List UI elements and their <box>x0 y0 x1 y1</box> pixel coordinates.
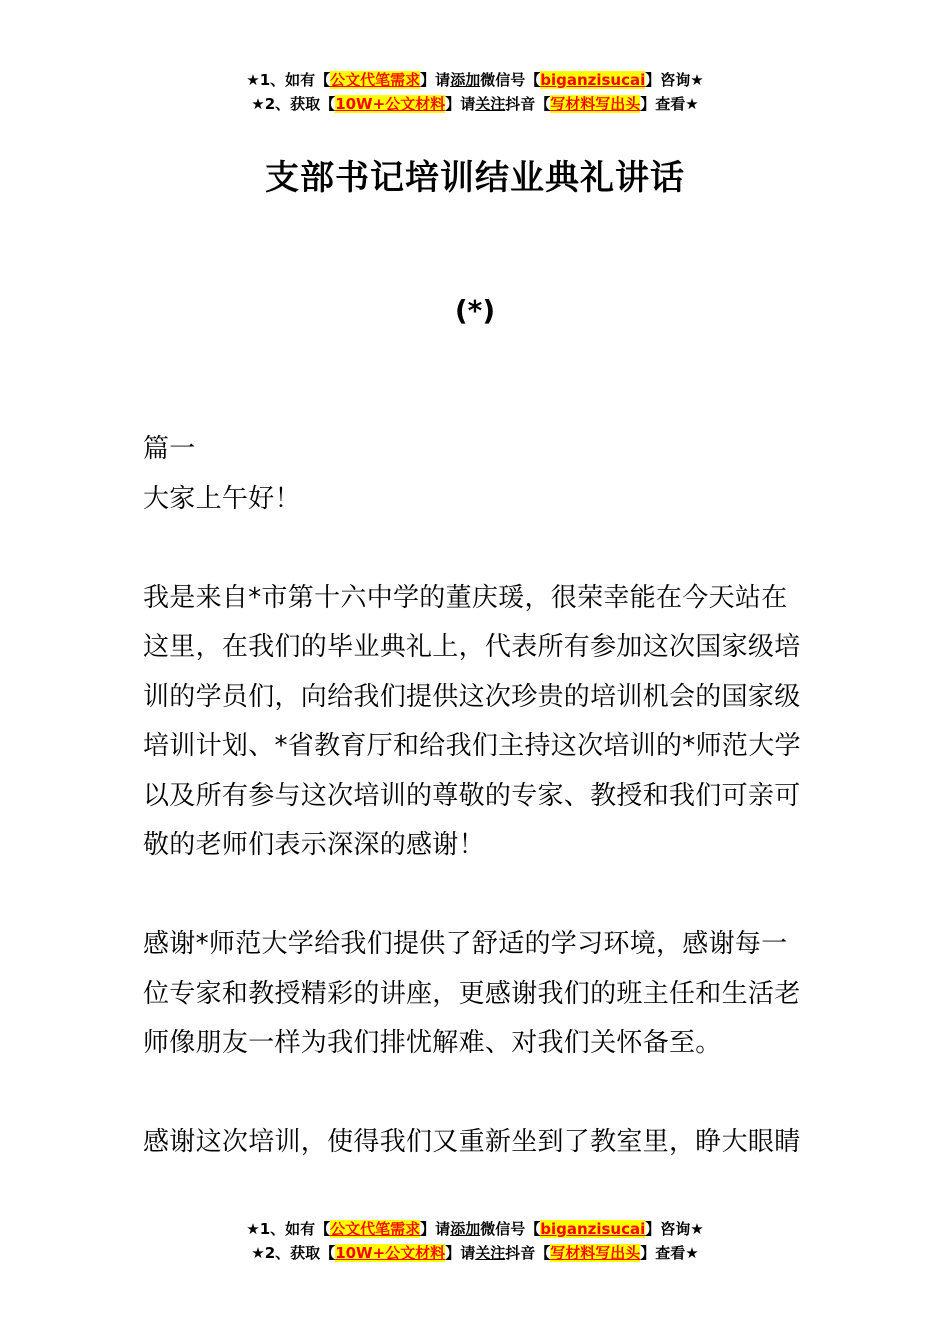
greeting: 大家上午好！ <box>143 483 301 514</box>
paragraph: 感谢这次培训，使得我们又重新坐到了教室里，睁大眼睛 <box>143 1127 801 1157</box>
banner-highlight: 公文代笔需求 <box>330 1220 421 1238</box>
banner-highlight: 10W+公文材料 <box>335 95 446 113</box>
banner-text: 抖音【 <box>505 1244 551 1262</box>
banner-wechat-id: biganzisucai <box>540 1220 646 1238</box>
banner-highlight: 10W+公文材料 <box>335 1244 446 1262</box>
banner-line-1 <box>0 1217 950 1241</box>
section-label: 篇一 <box>143 434 196 464</box>
page-subtitle: (*) <box>454 294 496 327</box>
paragraph: 感谢*师范大学给我们提供了舒适的学习环境，感谢每一位专家和教授精彩的讲座，更感谢我们的班主任和生活老师像朋友一样为我们排忧解难、对我们关怀备至。 <box>143 929 801 1058</box>
banner-text: 】查看★ <box>640 95 699 113</box>
document-body <box>143 425 811 1168</box>
banner-text: ★2、获取【 <box>251 95 336 113</box>
banner-text: 微信号【 <box>480 1220 541 1238</box>
page-title: 支部书记培训结业典礼讲话 <box>265 158 685 198</box>
paragraph-spacer <box>143 1069 811 1119</box>
banner-text: 】请 <box>445 95 476 113</box>
header-banner <box>0 68 950 116</box>
footer-banner <box>0 1217 950 1265</box>
banner-text: 】咨询★ <box>645 71 704 89</box>
banner-line-2 <box>0 92 950 116</box>
banner-text: 】查看★ <box>640 1244 699 1262</box>
banner-line-1 <box>0 68 950 92</box>
banner-wechat-id: biganzisucai <box>540 71 646 89</box>
banner-text: 抖音【 <box>505 95 551 113</box>
banner-text: 】咨询★ <box>645 1220 704 1238</box>
banner-underline: 关注 <box>475 1244 506 1262</box>
banner-douyin-id: 写材料写出头 <box>550 1244 641 1262</box>
banner-highlight: 公文代笔需求 <box>330 71 421 89</box>
banner-underline: 关注 <box>475 95 506 113</box>
banner-douyin-id: 写材料写出头 <box>550 95 641 113</box>
paragraph: 我是来自*市第十六中学的董庆瑗，很荣幸能在今天站在这里，在我们的毕业典礼上，代表所有参加这次国家级培训的学员们，向给我们提供这次珍贵的培训机会的国家级培训计划、*省教育厅和给我们主持这次培训的*师范大学以及所有参与这次培训的尊敬的专家、教授和我们可亲可敬的老师们表示深深的感谢！ <box>143 582 801 860</box>
banner-text: ★2、获取【 <box>251 1244 336 1262</box>
banner-line-2 <box>0 1241 950 1265</box>
banner-text: 】请 <box>420 71 451 89</box>
banner-text: 】请 <box>445 1244 476 1262</box>
paragraph-spacer <box>143 871 811 921</box>
banner-text: ★1、如有【 <box>246 71 331 89</box>
banner-text: 】请 <box>420 1220 451 1238</box>
banner-underline: 添加 <box>450 1220 481 1238</box>
banner-text: ★1、如有【 <box>246 1220 331 1238</box>
banner-text: 微信号【 <box>480 71 541 89</box>
banner-underline: 添加 <box>450 71 481 89</box>
paragraph-spacer <box>143 524 811 574</box>
